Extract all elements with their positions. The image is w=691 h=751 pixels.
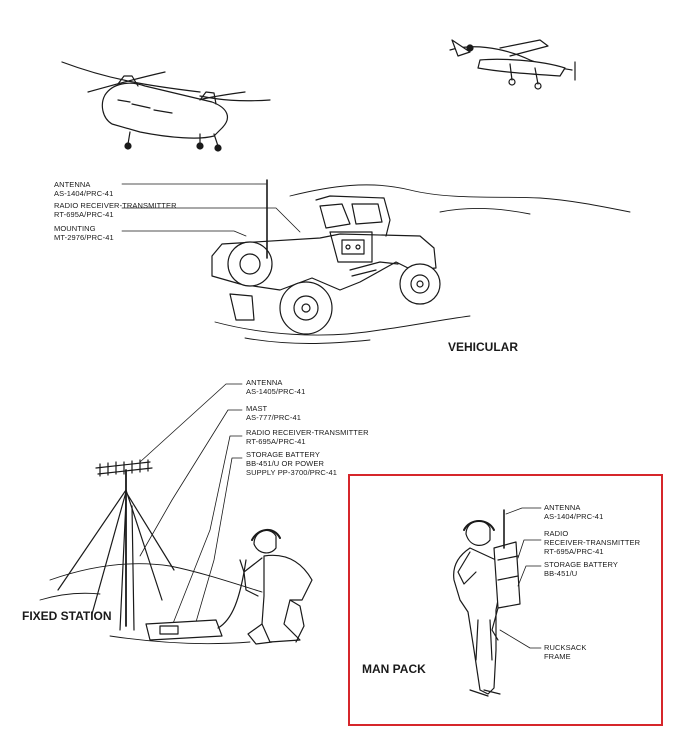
fixed-antenna-label: ANTENNA AS-1405/PRC-41 [246, 378, 306, 396]
manpack-heading: MAN PACK [362, 662, 426, 676]
fixed-station-heading: FIXED STATION [22, 609, 112, 623]
fixed-radio-label: RADIO RECEIVER-TRANSMITTER RT-695A/PRC-41 [246, 428, 369, 446]
fixed-antenna-illustration [58, 460, 174, 630]
vehicular-heading: VEHICULAR [448, 340, 519, 354]
manpack-battery-label: STORAGE BATTERY BB-451/U [544, 560, 619, 578]
jeep-illustration [212, 180, 440, 334]
fixed-mast-label: MAST AS-777/PRC-41 [246, 404, 302, 422]
vehicular-antenna-label: ANTENNA AS-1404/PRC-41 [54, 180, 114, 198]
airplane-illustration [450, 40, 575, 89]
manpack-highlight-box [348, 474, 663, 726]
fixed-leader-lines [140, 384, 242, 626]
vehicular-radio-label: RADIO RECEIVER-TRANSMITTER RT-695A/PRC-41 [54, 201, 177, 219]
fixed-battery-label: STORAGE BATTERY BB-451/U OR POWER SUPPLY PP-3700/PRC-41 [246, 450, 338, 477]
manpack-radio-label: RADIO RECEIVER-TRANSMITTER RT-695A/PRC-41 [544, 529, 641, 556]
kneeling-soldier-illustration [240, 530, 312, 644]
vehicular-mounting-label: MOUNTING MT-2976/PRC-41 [54, 224, 114, 242]
manpack-antenna-label: ANTENNA AS-1404/PRC-41 [544, 503, 604, 521]
helicopter-illustration [62, 62, 270, 151]
manpack-frame-label: RUCKSACK FRAME [544, 643, 587, 661]
